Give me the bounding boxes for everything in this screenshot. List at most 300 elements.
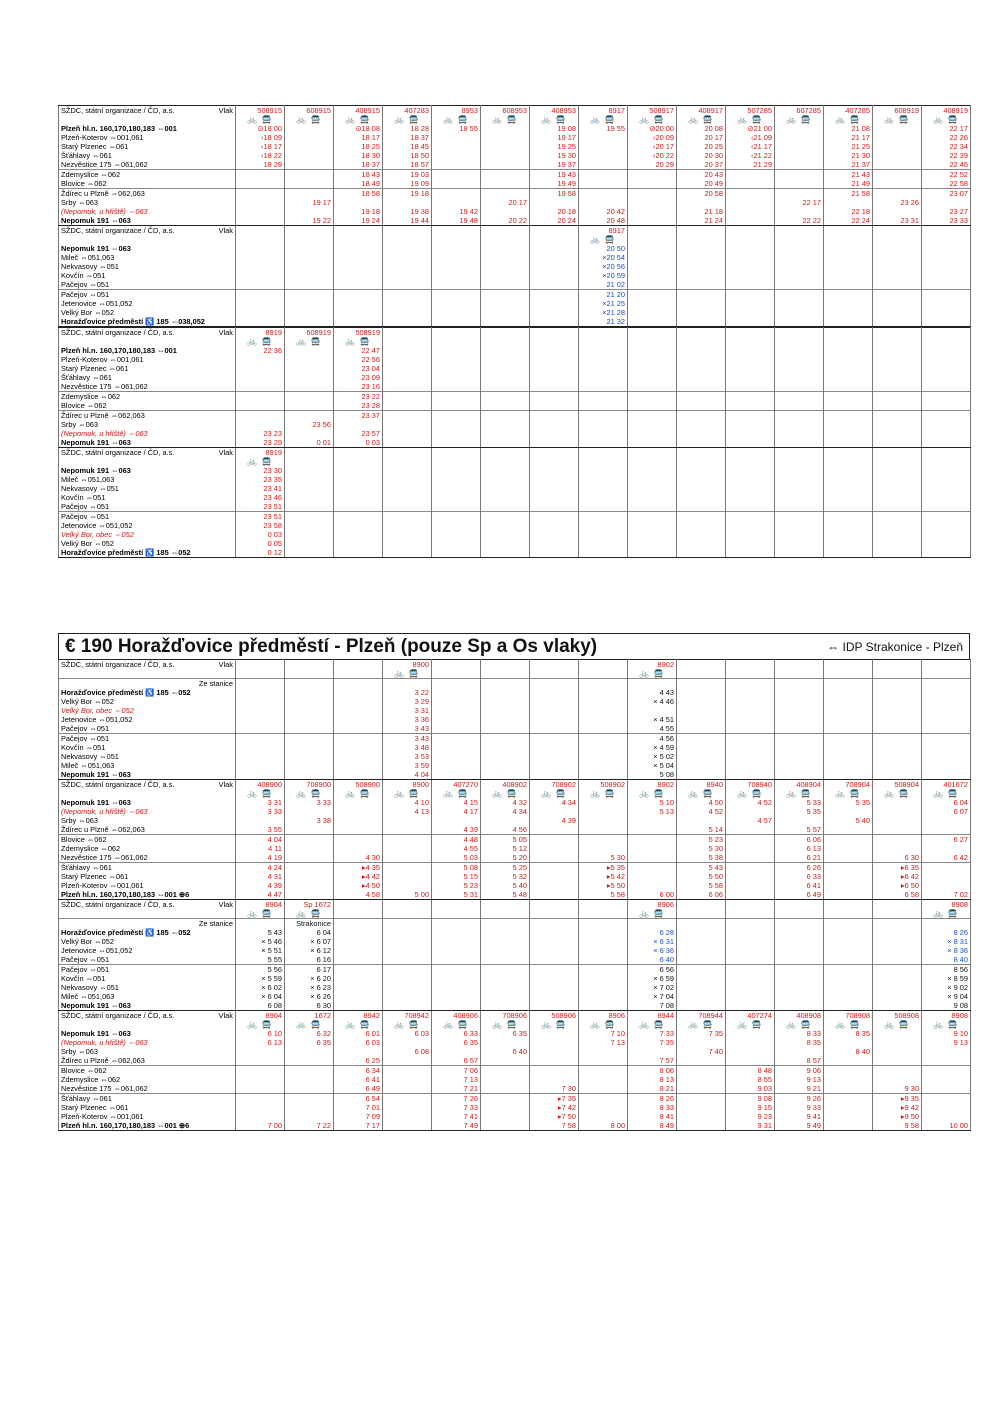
departure-time: 8 13 [628,1075,677,1084]
departure-time [432,151,481,160]
table-row [59,974,971,983]
departure-time [383,835,432,845]
departure-time: 7 00 [236,1121,285,1131]
departure-time: ‹20 09 [628,133,677,142]
departure-time: ▸6 35 [873,863,922,873]
departure-time: 20 24 [530,216,579,226]
train-number-row [59,106,971,116]
departure-time [285,392,334,402]
departure-time [775,770,824,780]
departure-time [334,844,383,853]
train-number: 407270 [432,780,481,790]
departure-time [334,706,383,715]
table-row [59,429,971,438]
station-name: Starý Plzenec ⇔061 [59,872,236,881]
table-row [59,688,971,697]
departure-time [873,280,922,290]
origin-station [530,919,579,929]
bike-icon: 🚲 🚍 [530,1020,579,1029]
departure-time [824,1056,873,1066]
departure-time [726,170,775,180]
departure-time [677,308,726,317]
departure-time [628,216,677,226]
table-row [59,124,971,133]
origin-station [432,679,481,689]
departure-time [285,890,334,900]
departure-time [628,179,677,189]
departure-time [628,521,677,530]
departure-time [873,290,922,300]
departure-time: 20 08 [677,124,726,133]
train-number-row [59,328,971,338]
operator-name: SŽDC, státní organizace / ČD, a.s. [61,328,175,337]
departure-time [873,1029,922,1038]
table-row [59,835,971,845]
departure-time [285,548,334,558]
departure-time [824,835,873,845]
departure-time: 20 29 [628,160,677,170]
table-row [59,355,971,364]
departure-time [824,299,873,308]
departure-time: 19 30 [530,151,579,160]
departure-time: 20 25 [677,142,726,151]
departure-time: 7 41 [432,1112,481,1121]
departure-time [824,253,873,262]
station-name: Nepomuk 191 ⇔063 [59,438,236,448]
departure-time [432,992,481,1001]
departure-time [677,955,726,965]
departure-time [677,475,726,484]
departure-time [236,299,285,308]
train-symbol-row [59,337,971,346]
departure-time [481,346,530,355]
departure-time [677,548,726,558]
departure-time [383,844,432,853]
departure-time: 8 57 [775,1056,824,1066]
departure-time [334,715,383,724]
departure-time [775,317,824,327]
departure-time: 21 29 [726,160,775,170]
departure-time: ▸7 42 [530,1103,579,1112]
bike-icon: 🚲 🚍 [726,1020,775,1029]
departure-time [432,179,481,189]
departure-time [922,271,971,280]
departure-time [726,1001,775,1011]
departure-time [579,1047,628,1056]
departure-time [677,761,726,770]
departure-time [726,937,775,946]
departure-time: 9 30 [873,1084,922,1094]
operator-label [59,1011,236,1021]
departure-time: 5 30 [677,844,726,853]
departure-time [334,299,383,308]
train-number: 408919 [922,106,971,116]
departure-time [579,475,628,484]
departure-time [775,290,824,300]
departure-time [922,244,971,253]
departure-time [628,308,677,317]
origin-station [873,919,922,929]
bike-icon [824,909,873,919]
departure-time: 9 08 [922,1001,971,1011]
departure-time [873,715,922,724]
departure-time [481,965,530,975]
departure-time [677,253,726,262]
bike-icon: 🚲 🚍 [579,1020,628,1029]
station-name: Zdemyslice ⇔062 [59,170,236,180]
departure-time [383,1121,432,1131]
departure-time [334,928,383,937]
departure-time [334,761,383,770]
departure-time [775,189,824,199]
origin-station [824,919,873,929]
departure-time [285,715,334,724]
departure-time [873,411,922,421]
station-name: Nezvěstice 175 ⇔061,062 [59,160,236,170]
departure-time: ‹18 17 [236,142,285,151]
departure-time [530,401,579,411]
departure-time [873,946,922,955]
departure-time [236,697,285,706]
departure-time [285,881,334,890]
departure-time [726,271,775,280]
departure-time [628,382,677,392]
bike-icon: 🚲 🚍 [334,789,383,798]
departure-time [726,308,775,317]
station-name: Nepomuk 191 ⇔063 [59,770,236,780]
departure-time [922,253,971,262]
departure-time [383,853,432,863]
departure-time: 20 30 [677,151,726,160]
departure-time: 5 43 [677,863,726,873]
departure-time [432,364,481,373]
departure-time [530,355,579,364]
departure-time [726,1029,775,1038]
bike-icon [236,669,285,679]
departure-time [481,743,530,752]
departure-time [726,530,775,539]
departure-time [432,965,481,975]
departure-time [775,502,824,512]
departure-time: ▸9 50 [873,1112,922,1121]
departure-time [334,253,383,262]
train-number [432,900,481,910]
departure-time: 3 38 [285,816,334,825]
table-row [59,743,971,752]
departure-time: 5 20 [481,853,530,863]
departure-time [579,411,628,421]
departure-time [530,734,579,744]
departure-time [873,151,922,160]
departure-time [383,262,432,271]
departure-time [530,697,579,706]
station-name: Plzeň-Koterov ⇔001,061 [59,881,236,890]
table-row [59,539,971,548]
departure-time [873,770,922,780]
departure-time [824,1066,873,1076]
departure-time [628,881,677,890]
departure-time [628,253,677,262]
departure-time [726,216,775,226]
departure-time: 19 58 [530,189,579,199]
station-name: Pačejov ⇔051 [59,955,236,965]
departure-time [481,724,530,734]
departure-time [432,401,481,411]
departure-time [481,151,530,160]
departure-time: 4 31 [236,872,285,881]
bike-icon [334,457,383,466]
departure-time [285,1084,334,1094]
train-number [530,448,579,458]
departure-time [285,844,334,853]
departure-time [285,133,334,142]
train-number: 8917 [579,106,628,116]
departure-time [824,548,873,558]
departure-time [824,475,873,484]
departure-time [873,1001,922,1011]
departure-time [824,1038,873,1047]
bike-icon: 🚲 🚍 [236,457,285,466]
departure-time: 7 33 [628,1029,677,1038]
departure-time: 21 43 [824,170,873,180]
bike-icon: 🚲 🚍 [285,909,334,919]
departure-time [285,262,334,271]
departure-time [824,290,873,300]
departure-time [775,179,824,189]
departure-time [775,429,824,438]
departure-time [432,937,481,946]
departure-time [775,734,824,744]
departure-time [922,752,971,761]
departure-time: × 9 02 [922,983,971,992]
departure-time [481,715,530,724]
departure-time [383,346,432,355]
departure-time [236,290,285,300]
departure-time [726,420,775,429]
departure-time [530,724,579,734]
departure-time [922,770,971,780]
departure-time: ‹21 09 [726,133,775,142]
table-row [59,863,971,873]
departure-time [873,1056,922,1066]
bike-icon [922,337,971,346]
departure-time [236,207,285,216]
departure-time [383,290,432,300]
table-row [59,983,971,992]
departure-time [530,770,579,780]
origin-station [383,679,432,689]
departure-time [334,743,383,752]
departure-time: 5 12 [481,844,530,853]
departure-time [677,290,726,300]
departure-time: 8 55 [726,1075,775,1084]
departure-time: 8 40 [922,955,971,965]
departure-time [628,198,677,207]
departure-time: 22 39 [922,151,971,160]
departure-time [922,1056,971,1066]
train-number [677,448,726,458]
station-name: Starý Plzenec ⇔061 [59,142,236,151]
departure-time [824,1121,873,1131]
table-row [59,142,971,151]
train-number [726,900,775,910]
bike-icon [530,669,579,679]
departure-time [824,770,873,780]
departure-time [285,825,334,835]
departure-time [628,530,677,539]
departure-time [236,1084,285,1094]
departure-time: 4 39 [530,816,579,825]
bike-icon: 🚲 🚍 [873,115,922,124]
station-name: (Nepomuk, u hřiště) ⇔063 [59,1038,236,1047]
departure-time [677,364,726,373]
departure-time: 8 21 [628,1084,677,1094]
departure-time [236,262,285,271]
departure-time [481,392,530,402]
departure-time [285,429,334,438]
departure-time: 6 56 [628,965,677,975]
departure-time [481,1103,530,1112]
line-title-bar [58,633,970,659]
departure-time: 6 27 [922,835,971,845]
timetable-line-190-section [58,633,970,1131]
departure-time [579,502,628,512]
departure-time [236,1066,285,1076]
departure-time [334,835,383,845]
station-name: Blovice ⇔062 [59,835,236,845]
departure-time [873,512,922,522]
bike-icon: 🚲 🚍 [922,789,971,798]
departure-time [922,1075,971,1084]
train-number: 708908 [824,1011,873,1021]
departure-time: 5 10 [628,798,677,807]
departure-time [628,872,677,881]
departure-time [677,271,726,280]
departure-time [628,853,677,863]
departure-time: × 4 59 [628,743,677,752]
departure-time [824,1001,873,1011]
departure-time [236,179,285,189]
departure-time: 6 13 [236,1038,285,1047]
departure-time [432,271,481,280]
departure-time: 4 34 [481,807,530,816]
departure-time [334,290,383,300]
departure-time: 6 17 [285,965,334,975]
train-number-row [59,660,971,670]
departure-time: 21 20 [579,290,628,300]
station-name: Nepomuk 191 ⇔063 [59,1029,236,1038]
train-number [922,448,971,458]
departure-time [579,697,628,706]
table-row [59,530,971,539]
departure-time: 22 22 [775,216,824,226]
departure-time [285,807,334,816]
departure-time [285,743,334,752]
departure-time [432,734,481,744]
departure-time: 19 17 [530,133,579,142]
departure-time [236,364,285,373]
departure-time [334,688,383,697]
departure-time [873,124,922,133]
departure-time [922,475,971,484]
departure-time [775,244,824,253]
symbol-label [59,669,236,679]
departure-time [432,983,481,992]
departure-time [579,688,628,697]
departure-time: 4 30 [334,853,383,863]
table-row [59,521,971,530]
departure-time: 4 11 [236,844,285,853]
departure-time: 19 44 [383,216,432,226]
departure-time [530,974,579,983]
departure-time: 4 39 [432,825,481,835]
train-number [285,660,334,670]
bike-icon: 🚲 🚍 [922,1020,971,1029]
table-row [59,752,971,761]
departure-time [285,308,334,317]
departure-time [775,761,824,770]
departure-time [383,493,432,502]
departure-time: 6 06 [775,835,824,845]
departure-time [285,299,334,308]
departure-time [873,466,922,475]
departure-time: 9 41 [775,1112,824,1121]
train-number: 408908 [775,1011,824,1021]
departure-time [873,392,922,402]
departure-time [285,382,334,392]
departure-time [432,133,481,142]
departure-time [334,280,383,290]
departure-time: 18 55 [432,124,481,133]
departure-time: ×21 25 [579,299,628,308]
departure-time: 9 08 [726,1094,775,1104]
departure-time [873,160,922,170]
departure-time [481,937,530,946]
departure-time [628,411,677,421]
departure-time [775,207,824,216]
departure-time [726,983,775,992]
train-number-row [59,448,971,458]
departure-time [873,928,922,937]
departure-time [579,429,628,438]
departure-time [481,770,530,780]
bike-icon [383,909,432,919]
departure-time: ▸9 35 [873,1094,922,1104]
departure-time: × 8 31 [922,937,971,946]
departure-time [579,807,628,816]
departure-time [824,863,873,873]
origin-station [726,679,775,689]
bike-icon [775,457,824,466]
table-row [59,373,971,382]
departure-time [775,475,824,484]
departure-time [334,807,383,816]
departure-time [677,706,726,715]
train-number: 708900 [285,780,334,790]
departure-time [824,881,873,890]
station-name: Velký Bor ⇔052 [59,539,236,548]
departure-time [481,189,530,199]
departure-time: 18 25 [334,142,383,151]
departure-time: 6 21 [775,853,824,863]
train-number: 8902 [628,780,677,790]
departure-time [628,466,677,475]
train-symbol-row [59,669,971,679]
departure-time [922,346,971,355]
departure-time: 4 32 [481,798,530,807]
departure-time [530,429,579,438]
departure-time [628,493,677,502]
